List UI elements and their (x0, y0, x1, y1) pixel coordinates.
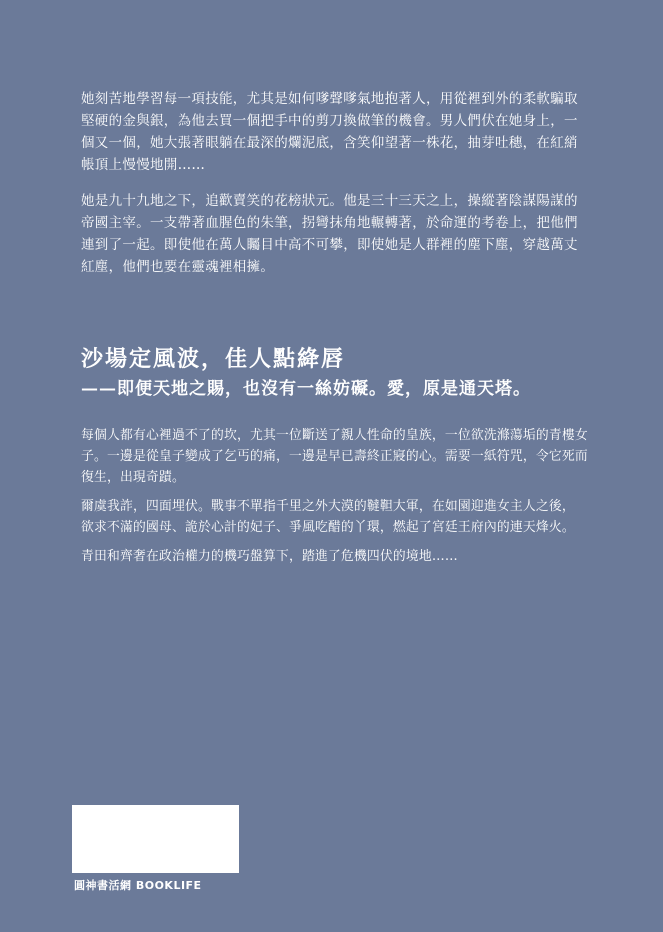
synopsis-paragraph-3: 青田和齊奢在政治權力的機巧盤算下，踏進了危機四伏的境地…… (81, 549, 458, 564)
blurb-paragraph-1: 她刻苦地學習每一項技能，尤其是如何嗲聲嗲氣地抱著人，用從裡到外的柔軟騙取堅硬的金與銀，為他去買一個把手中的剪刀換做筆的機會。男人們伏在她身上，一個又一個，她大張著眼躺在最深的爛泥底，含笑仰望著一株花，抽芽吐穗，在紅綃帳頂上慢慢地開…… (81, 91, 578, 173)
headline: 沙場定風波，佳人點絳唇 (81, 346, 346, 372)
blurb-paragraph-2: 她是九十九地之下，追歡賣笑的花榜狀元。他是三十三天之上，操縱著陰謀陽謀的帝國主宰。一支帶著血腥色的朱筆，拐彎抹角地輾轉著，於命運的考卷上，把他們連到了一起。即使他在萬人矚目中高不可攀，即使她是人群裡的塵下塵，穿越萬丈紅塵，他們也要在靈魂裡相擁。 (81, 193, 578, 275)
barcode-area (72, 805, 239, 873)
subheadline: ——即便天地之賜，也沒有一絲妨礙。愛，原是通天塔。 (81, 379, 531, 399)
synopsis-paragraph-1: 每個人都有心裡過不了的坎，尤其一位斷送了親人性命的皇族，一位欲洗滌蕩垢的青樓女子。一邊是從皇子變成了乞丐的痛，一邊是早已壽終正寢的心。需要一紙符咒，令它死而復生，出現奇蹟。 (81, 428, 588, 485)
publisher-logo-text: 圓神書活網 BOOKLIFE (74, 879, 202, 892)
synopsis-paragraph-2: 爾虞我詐，四面埋伏。戰事不單指千里之外大漠的韃靼大軍，在如園迎進女主人之後， 欲求不滿的國母、詭於心計的妃子、爭風吃醋的丫環，燃起了宮廷王府內的連天烽火。 (81, 499, 575, 535)
